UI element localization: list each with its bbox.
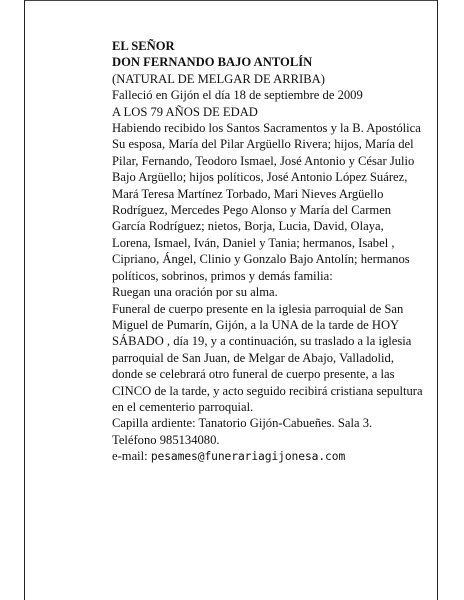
frame-top-border bbox=[24, 0, 438, 1]
prayer-line: Ruegan una oración por su alma. bbox=[112, 285, 278, 300]
origin-line: (NATURAL DE MELGAR DE ARRIBA) bbox=[112, 71, 325, 86]
death-line: Falleció en Gijón el día 18 de septiembre de 2009 bbox=[112, 88, 363, 103]
frame-left-border bbox=[24, 0, 25, 600]
email-address[interactable]: pesames@funerariagijonesa.com bbox=[150, 450, 346, 464]
family-paragraph: Su esposa, María del Pilar Argüello Rivera; hijos, María del Pilar, Fernando, Teodoro Ismael, José Antonio y César Julio Bajo Argüello; hijos políticos, José Antonio López Suárez, Mará Teresa Martínez Torbado, Mari Nieves Argüello Rodríguez, Mercedes Pego Alonso y María del Carmen García Rodríguez; nietos, Borja, Lucia, David, Olaya, Lorena, Ismael, Iván, Daniel y Tania; hermanos, Isabel , Cipriano, Ángel, Clinio y Gonzalo Bajo Antolín; hermanos políticos, sobrinos, primos y demás familia: bbox=[112, 137, 415, 283]
chapel-line: Capilla ardiente: Tanatorio Gijón-Cabueñes. Sala 3. bbox=[112, 416, 373, 431]
sacraments-line: Habiendo recibido los Santos Sacramentos y la B. Apostólica bbox=[112, 121, 421, 136]
frame-right-border bbox=[437, 0, 438, 600]
email-line bbox=[112, 448, 424, 465]
age-line: A LOS 79 AÑOS DE EDAD bbox=[112, 104, 258, 119]
notice-title: EL SEÑOR bbox=[112, 39, 175, 53]
obituary-notice bbox=[112, 38, 424, 466]
funeral-paragraph: Funeral de cuerpo presente en la iglesia parroquial de San Miguel de Pumarín, Gijón, a la UNA de la tarde de HOY SÁBADO , día 19, y a continuación, su traslado a la iglesia parroquial de San Juan, de Melgar de Abajo, Valladolid, donde se celebrará otro funeral de cuerpo presente, a las CINCO de la tarde, y acto seguido recibirá cristiana sepultura en el cementerio parroquial. bbox=[112, 301, 423, 414]
deceased-name: DON FERNANDO BAJO ANTOLÍN bbox=[112, 55, 313, 70]
phone-line: Teléfono 985134080. bbox=[112, 432, 220, 447]
email-label: e-mail: bbox=[112, 449, 151, 464]
